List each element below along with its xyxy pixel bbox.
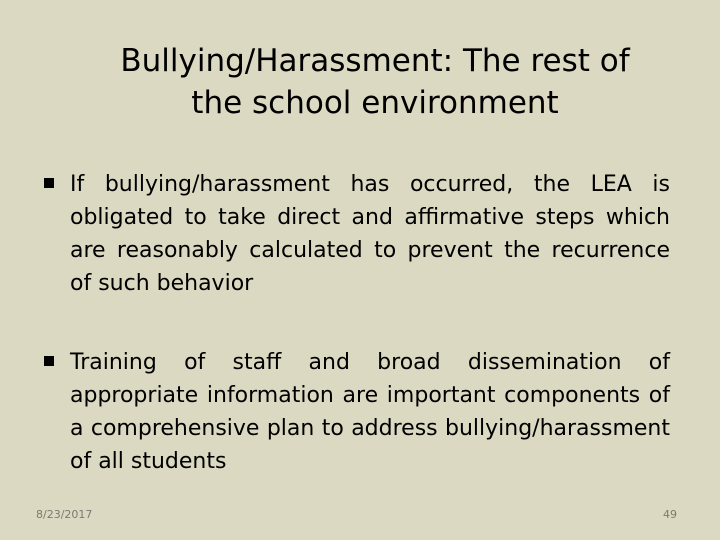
- title-line-2: the school environment: [191, 85, 559, 121]
- bullet-item: [44, 346, 670, 478]
- title-line-1: Bullying/Harassment: The rest of: [120, 43, 630, 79]
- page-number: 49: [663, 508, 677, 521]
- bullet-item: [44, 168, 670, 300]
- bullet-text: If bullying/harassment has occurred, the LEA is obligated to take direct and affirmative steps which are reasonably calculated to prevent the recurrence of such behavior: [70, 172, 670, 296]
- square-bullet-icon: [44, 356, 54, 366]
- bullet-text: Training of staff and broad dissemination of appropriate information are important components of a comprehensive plan to address bullying/harassment of all students: [70, 350, 670, 474]
- square-bullet-icon: [44, 178, 54, 188]
- slide-title: [110, 40, 640, 124]
- bullet-list: [44, 168, 670, 478]
- footer-date: 8/23/2017: [36, 508, 93, 521]
